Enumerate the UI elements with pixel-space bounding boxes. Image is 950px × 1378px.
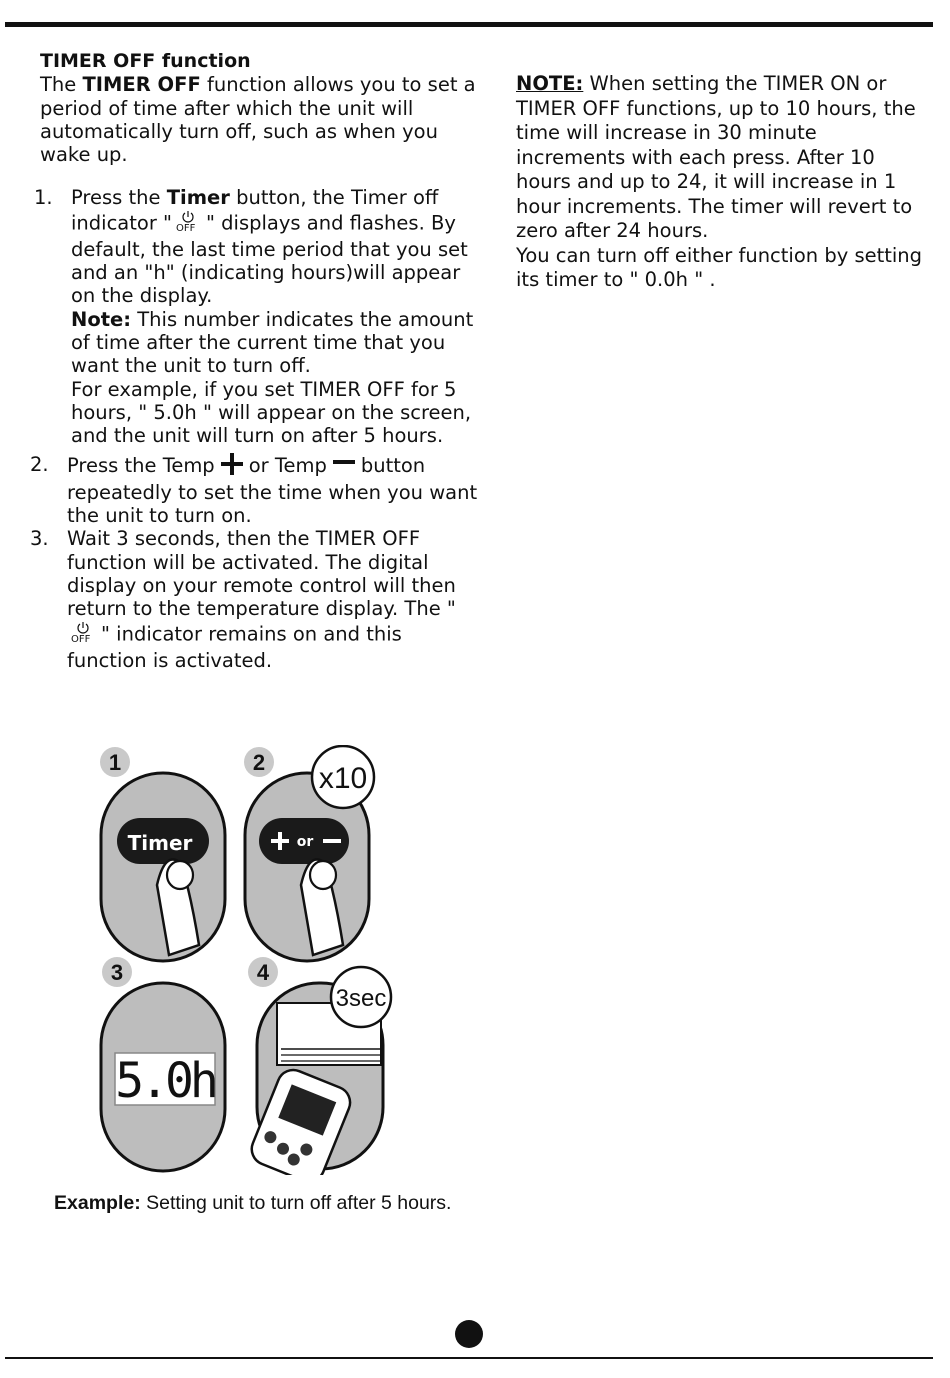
panel-1	[100, 747, 225, 961]
timer-off-indicator-icon	[176, 210, 202, 238]
off-label: OFF	[71, 633, 91, 645]
intro-text-post: function allows you to set a period of time after which the unit will automatically turn off, such as when you wake up.	[40, 73, 476, 167]
figure-caption	[54, 1190, 454, 1216]
example-text: For example, if you set TIMER OFF for 5 hours, " 5.0h " will appear on the screen, and the unit will turn on after 5 hours.	[71, 377, 472, 448]
display-value: 5.0h	[115, 1053, 215, 1109]
minus-icon	[333, 453, 355, 480]
step-text: button repeatedly to set the time when you want the unit to turn on.	[67, 454, 478, 528]
step-text: Wait 3 seconds, then the TIMER OFF function will be activated. The digital display on your remote control will then return to the temperature display. The "	[67, 527, 456, 621]
intro-paragraph	[40, 73, 480, 166]
repeat-badge-text: x10	[318, 762, 368, 795]
note-text-2: You can turn off either function by setting its timer to " 0.0h " .	[516, 243, 923, 291]
step-3	[30, 527, 480, 671]
step-number: 2.	[30, 453, 49, 477]
panel-4	[247, 957, 391, 1175]
step-2	[30, 453, 480, 527]
off-label: OFF	[176, 222, 196, 234]
left-column	[30, 50, 480, 672]
step-text: " displays and flashes. By default, the last time period that you set and an "h" (indicating hours)will appear on the display.	[71, 211, 468, 308]
minus-icon	[323, 839, 341, 843]
note-text: When setting the TIMER ON or TIMER OFF functions, up to 10 hours, the time will increase in 30 minute increments with each press. After 10 hours and up to 24, it will increase in 1 hour increments. The timer will revert to zero after 24 hours.	[516, 72, 916, 242]
panel-3	[101, 957, 225, 1171]
panel-2	[244, 746, 374, 961]
section-heading: TIMER OFF function	[40, 50, 251, 72]
step-number: 3.	[30, 527, 49, 551]
wait-badge-text: 3sec	[335, 985, 387, 1012]
note-text: This number indicates the amount of time after the current time that you want the unit to turn off.	[71, 307, 474, 378]
caption-bold: Example:	[54, 1192, 141, 1214]
note-label: Note:	[71, 307, 132, 331]
top-rule	[5, 22, 933, 27]
caption-text: Setting unit to turn off after 5 hours.	[140, 1192, 452, 1214]
or-label: or	[296, 834, 314, 850]
step-illustration	[95, 745, 405, 1175]
intro-text-pre: The	[40, 73, 83, 97]
timer-button-label: Timer	[127, 831, 193, 855]
right-column	[516, 72, 926, 293]
step-1	[34, 186, 480, 447]
plus-icon	[221, 453, 243, 480]
step-text: button, the Timer off indicator "	[71, 186, 439, 235]
bottom-rule	[5, 1357, 933, 1359]
note-heading: NOTE:	[516, 72, 584, 95]
step-number-1: 1	[108, 750, 122, 775]
timer-bold: Timer	[166, 186, 230, 210]
step-text: or Temp	[248, 454, 327, 478]
step-text: Press the Temp	[67, 454, 215, 478]
step-text: Press the	[71, 186, 167, 210]
page-number-dot	[455, 1320, 483, 1348]
step-number: 1.	[34, 186, 53, 210]
step-number-2: 2	[252, 750, 266, 775]
intro-bold: TIMER OFF	[82, 73, 201, 97]
step-number-4: 4	[256, 960, 270, 985]
timer-off-indicator-icon	[71, 621, 97, 649]
step-text: " indicator remains on and this function is activated.	[67, 622, 402, 672]
step-number-3: 3	[110, 960, 124, 985]
